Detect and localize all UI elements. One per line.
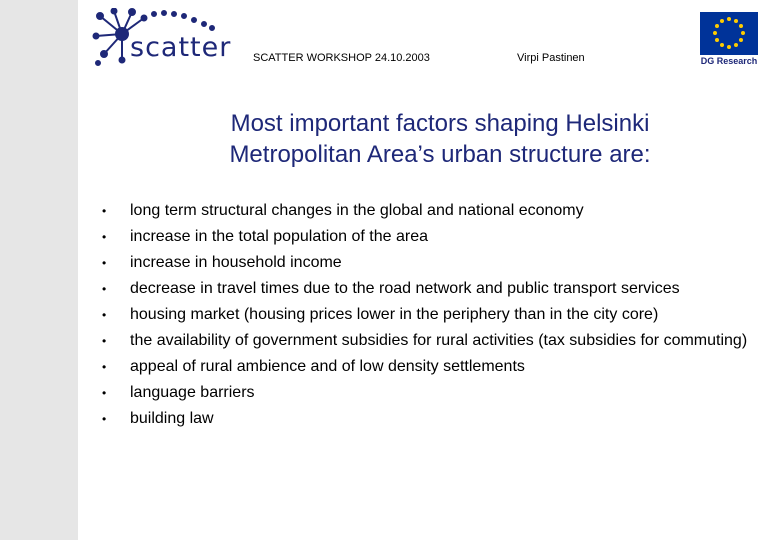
list-item (100, 201, 760, 221)
bullet: • (102, 334, 107, 348)
eu-caption: DG Research (700, 56, 758, 66)
list-item (100, 409, 760, 429)
list-item (100, 331, 760, 351)
eu-stars-icon (700, 12, 758, 55)
scatter-logo (92, 8, 232, 68)
header-event: SCATTER WORKSHOP 24.10.2003 (253, 52, 430, 64)
list-item (100, 279, 760, 299)
list-item (100, 253, 760, 273)
factor-text: increase in the total population of the area (130, 228, 428, 245)
side-strip (0, 0, 78, 540)
factor-text: the availability of government subsidies for rural activities (tax subsidies for commuting) (130, 332, 748, 349)
bullet: • (102, 386, 107, 400)
slide-title-line-2: Metropolitan Area’s urban structure are: (229, 141, 651, 168)
slide-title-line-1: Most important factors shaping Helsinki (230, 110, 650, 137)
factor-list (100, 201, 760, 435)
factor-text: appeal of rural ambience and of low density settlements (130, 358, 525, 375)
factor-text: decrease in travel times due to the road network and public transport services (130, 280, 680, 297)
bullet: • (102, 282, 107, 296)
eu-badge (696, 12, 762, 68)
bullet: • (102, 412, 107, 426)
bullet: • (102, 230, 107, 244)
logo-text: scatter (130, 32, 232, 63)
list-item (100, 357, 760, 377)
factor-text: language barriers (130, 384, 255, 401)
bullet: • (102, 308, 107, 322)
list-item (100, 227, 760, 247)
bullet: • (102, 204, 107, 218)
bullet: • (102, 360, 107, 374)
eu-flag-icon (700, 12, 758, 55)
header-author: Virpi Pastinen (517, 52, 585, 64)
factor-text: building law (130, 410, 214, 427)
bullet: • (102, 256, 107, 270)
factor-text: long term structural changes in the global and national economy (130, 202, 584, 219)
list-item (100, 305, 760, 325)
list-item (100, 383, 760, 403)
factor-text: housing market (housing prices lower in the periphery than in the city core) (130, 306, 659, 323)
slide-title (100, 108, 780, 170)
factor-text: increase in household income (130, 254, 342, 271)
